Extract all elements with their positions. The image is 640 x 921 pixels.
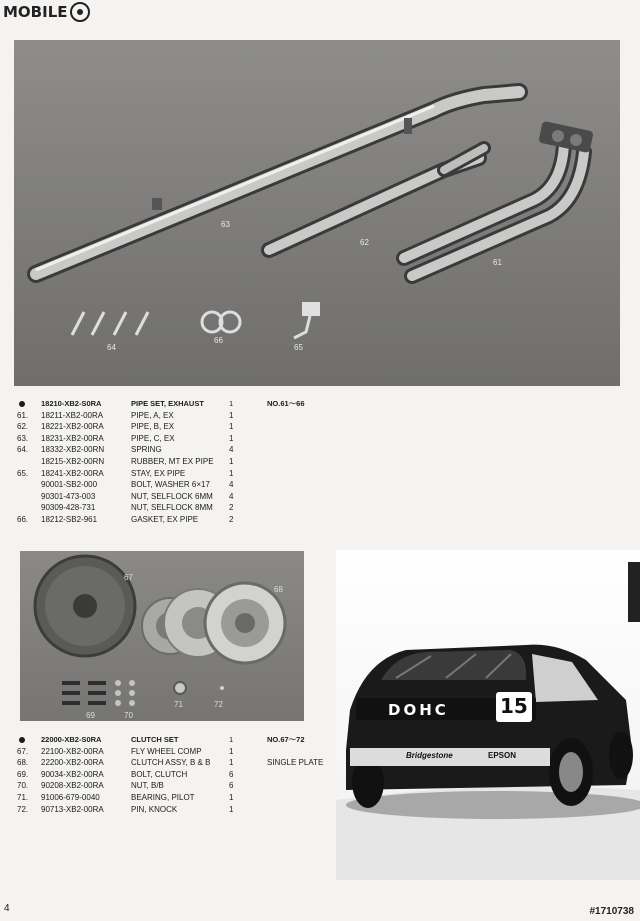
row-desc: RUBBER, MT EX PIPE bbox=[131, 456, 214, 466]
row-index: 69. bbox=[17, 769, 29, 779]
row-index: 71. bbox=[17, 792, 29, 802]
set-qty: 1 bbox=[229, 399, 234, 408]
row-qty: 2 bbox=[229, 514, 234, 524]
row-part: 18231-XB2-00RA bbox=[41, 433, 104, 443]
exhaust-parts-illustration bbox=[14, 40, 620, 386]
row-index: 61. bbox=[17, 410, 29, 420]
row-part: 18212-SB2-961 bbox=[41, 514, 98, 524]
callout-72: 72 bbox=[214, 700, 223, 709]
sponsor-epson: EPSON bbox=[488, 751, 517, 760]
row-qty: 1 bbox=[229, 433, 234, 443]
table-row bbox=[17, 444, 337, 456]
row-qty: 4 bbox=[229, 480, 234, 490]
row-qty: 4 bbox=[229, 445, 234, 455]
row-desc: BOLT, CLUTCH bbox=[131, 769, 188, 779]
callout-70: 70 bbox=[124, 711, 133, 720]
row-index: 62. bbox=[17, 422, 29, 432]
table-head-row bbox=[17, 398, 337, 410]
row-index: 72. bbox=[17, 804, 29, 814]
page-number: 4 bbox=[4, 903, 10, 914]
row-part: 18221-XB2-00RA bbox=[41, 422, 104, 432]
image-watermark: #1710738 bbox=[589, 906, 634, 917]
clutch-parts-illustration bbox=[20, 551, 304, 721]
row-desc: PIN, KNOCK bbox=[131, 804, 178, 814]
row-qty: 6 bbox=[229, 781, 234, 791]
bullet-icon bbox=[19, 401, 25, 407]
set-description: CLUTCH SET bbox=[131, 735, 179, 744]
table-row bbox=[17, 433, 337, 445]
row-part: 90001-SB2-000 bbox=[41, 480, 98, 490]
set-note: NO.67～72 bbox=[267, 735, 305, 744]
row-part: 22200-XB2-00RA bbox=[41, 758, 104, 768]
row-desc: NUT, SELFLOCK 8MM bbox=[131, 503, 213, 513]
callout-65: 65 bbox=[294, 343, 303, 352]
clutch-parts-photo bbox=[20, 551, 304, 721]
table-row bbox=[17, 468, 337, 480]
bullet-icon bbox=[19, 737, 25, 743]
table-row bbox=[17, 804, 337, 816]
row-desc: NUT, B/B bbox=[131, 781, 164, 791]
logo-text: MOBILE bbox=[3, 3, 68, 21]
exhaust-parts-table bbox=[17, 398, 337, 526]
row-desc: CLUTCH ASSY, B & B bbox=[131, 758, 211, 768]
table-row bbox=[17, 757, 337, 769]
row-desc: BOLT, WASHER 6×17 bbox=[131, 480, 210, 490]
callout-62: 62 bbox=[360, 238, 369, 247]
set-note: NO.61～66 bbox=[267, 399, 305, 408]
row-qty: 1 bbox=[229, 422, 234, 432]
row-index: 68. bbox=[17, 758, 29, 768]
race-car-photo bbox=[336, 550, 640, 880]
row-part: 91006-679-0040 bbox=[41, 792, 100, 802]
row-qty: 1 bbox=[229, 468, 234, 478]
row-part: 18211-XB2-00RA bbox=[41, 410, 104, 420]
row-qty: 6 bbox=[229, 769, 234, 779]
row-index: 70. bbox=[17, 781, 29, 791]
row-part: 18241-XB2-00RA bbox=[41, 468, 104, 478]
row-desc: SPRING bbox=[131, 445, 162, 455]
callout-68: 68 bbox=[274, 585, 283, 594]
table-row bbox=[17, 769, 337, 781]
table-row bbox=[17, 421, 337, 433]
callout-66: 66 bbox=[214, 336, 223, 345]
clutch-parts-table bbox=[17, 734, 337, 815]
callout-71: 71 bbox=[174, 700, 183, 709]
logo-eye-icon bbox=[70, 2, 90, 22]
row-qty: 1 bbox=[229, 804, 234, 814]
row-qty: 4 bbox=[229, 491, 234, 501]
callout-67: 67 bbox=[124, 573, 133, 582]
table-row bbox=[17, 479, 337, 491]
row-part: 18215-XB2-00RN bbox=[41, 456, 105, 466]
table-row bbox=[17, 792, 337, 804]
row-index: 63. bbox=[17, 433, 29, 443]
callout-63: 63 bbox=[221, 220, 230, 229]
row-desc: PIPE, C, EX bbox=[131, 433, 175, 443]
set-description: PIPE SET, EXHAUST bbox=[131, 399, 204, 408]
row-desc: PIPE, A, EX bbox=[131, 410, 174, 420]
row-qty: 1 bbox=[229, 758, 234, 768]
callout-69: 69 bbox=[86, 711, 95, 720]
table-row bbox=[17, 746, 337, 758]
row-part: 90301-473-003 bbox=[41, 491, 96, 501]
set-part-number: 22000-XB2-S0RA bbox=[41, 735, 102, 744]
row-qty: 2 bbox=[229, 503, 234, 513]
set-qty: 1 bbox=[229, 735, 234, 744]
row-index: 64. bbox=[17, 445, 29, 455]
row-desc: PIPE, B, EX bbox=[131, 422, 175, 432]
row-qty: 1 bbox=[229, 746, 234, 756]
row-index: 67. bbox=[17, 746, 29, 756]
row-part: 22100-XB2-00RA bbox=[41, 746, 104, 756]
table-row bbox=[17, 780, 337, 792]
mobile01-logo bbox=[3, 2, 90, 22]
row-qty: 1 bbox=[229, 456, 234, 466]
row-index: 66. bbox=[17, 514, 29, 524]
row-qty: 1 bbox=[229, 792, 234, 802]
table-row bbox=[17, 410, 337, 422]
row-qty: 1 bbox=[229, 410, 234, 420]
dohc-decal: DOHC bbox=[388, 701, 449, 719]
row-part: 90208-XB2-00RA bbox=[41, 781, 104, 791]
callout-64: 64 bbox=[107, 343, 116, 352]
table-row bbox=[17, 491, 337, 503]
sponsor-bridgestone: Bridgestone bbox=[406, 751, 453, 760]
row-index: 65. bbox=[17, 468, 29, 478]
row-part: 90309-428-731 bbox=[41, 503, 96, 513]
callout-61: 61 bbox=[493, 258, 502, 267]
race-car-illustration bbox=[336, 550, 640, 880]
exhaust-parts-photo bbox=[14, 40, 620, 386]
table-row bbox=[17, 456, 337, 468]
row-note: SINGLE PLATE bbox=[267, 758, 324, 768]
table-row bbox=[17, 514, 337, 526]
car-number: 15 bbox=[500, 694, 528, 718]
row-part: 90713-XB2-00RA bbox=[41, 804, 104, 814]
row-desc: FLY WHEEL COMP bbox=[131, 746, 202, 756]
table-row bbox=[17, 502, 337, 514]
row-desc: STAY, EX PIPE bbox=[131, 468, 186, 478]
row-part: 18332-XB2-00RN bbox=[41, 445, 105, 455]
row-desc: GASKET, EX PIPE bbox=[131, 514, 199, 524]
table-head-row bbox=[17, 734, 337, 746]
row-desc: BEARING, PILOT bbox=[131, 792, 195, 802]
row-part: 90034-XB2-00RA bbox=[41, 769, 104, 779]
row-desc: NUT, SELFLOCK 6MM bbox=[131, 491, 213, 501]
set-part-number: 18210-XB2-S0RA bbox=[41, 399, 102, 408]
